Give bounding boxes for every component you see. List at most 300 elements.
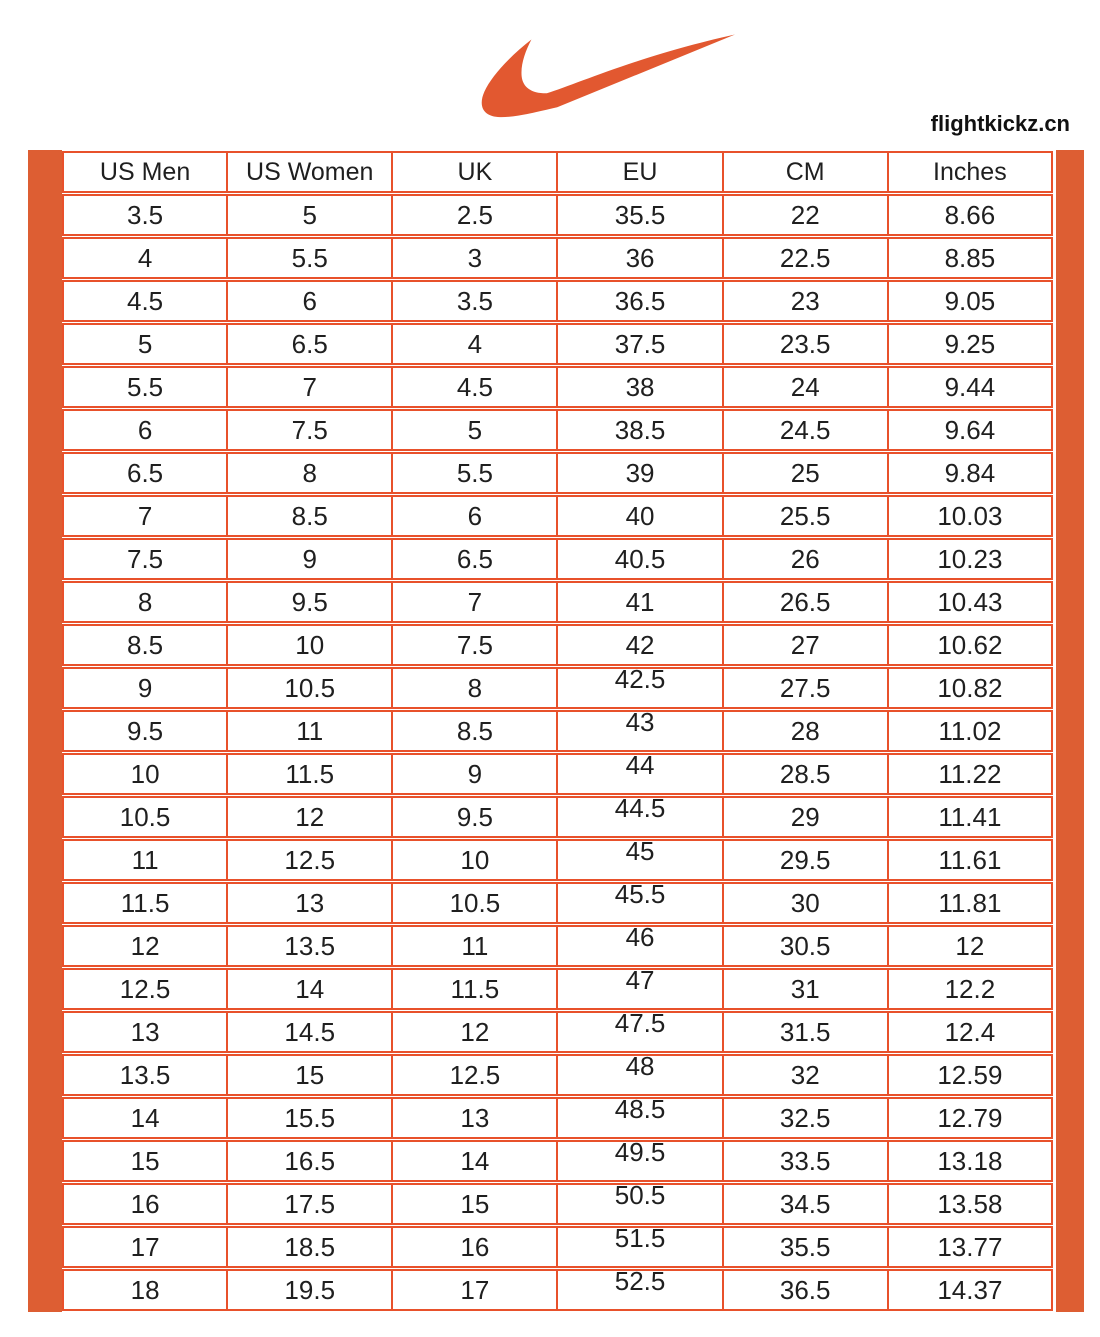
cell-value: 38 bbox=[625, 372, 655, 402]
table-cell bbox=[557, 538, 722, 580]
cell-value: 3 bbox=[467, 243, 483, 273]
table-cell bbox=[392, 968, 557, 1010]
table-cell bbox=[723, 538, 888, 580]
table-cell bbox=[888, 452, 1053, 494]
table-cell bbox=[723, 753, 888, 795]
cell-value: 48.5 bbox=[614, 1094, 666, 1124]
table-cell bbox=[888, 839, 1053, 881]
table-cell bbox=[227, 753, 392, 795]
cell-value: 9.44 bbox=[944, 372, 996, 402]
cell-value: 18 bbox=[130, 1275, 160, 1305]
table-cell bbox=[392, 710, 557, 752]
table-cell bbox=[723, 1140, 888, 1182]
cell-value: 47 bbox=[625, 965, 655, 995]
table-cell bbox=[888, 581, 1053, 623]
cell-value: 9.84 bbox=[944, 458, 996, 488]
table-cell bbox=[888, 710, 1053, 752]
cell-value: 13.77 bbox=[937, 1232, 1003, 1262]
table-cell bbox=[392, 753, 557, 795]
cell-value: 5.5 bbox=[127, 372, 164, 402]
cell-value: 3.5 bbox=[456, 286, 493, 316]
cell-value: 4 bbox=[137, 243, 153, 273]
cell-value: 10 bbox=[460, 845, 490, 875]
nike-swoosh-path bbox=[482, 35, 735, 118]
cell-value: 28 bbox=[790, 716, 820, 746]
table-cell bbox=[888, 495, 1053, 537]
cell-value: 44 bbox=[625, 750, 655, 780]
table-cell bbox=[227, 1011, 392, 1053]
cell-value: 31.5 bbox=[779, 1017, 831, 1047]
cell-value: 17 bbox=[460, 1275, 490, 1305]
table-cell bbox=[557, 664, 722, 709]
table-cell bbox=[723, 710, 888, 752]
table-cell bbox=[227, 538, 392, 580]
table-row bbox=[62, 581, 1053, 623]
table-cell bbox=[723, 1269, 888, 1311]
cell-value: 39 bbox=[625, 458, 655, 488]
table-cell bbox=[62, 280, 227, 322]
table-cell bbox=[227, 237, 392, 279]
table-cell bbox=[392, 409, 557, 451]
table-head bbox=[62, 151, 1053, 193]
cell-value: 8 bbox=[137, 587, 153, 617]
table-cell bbox=[557, 750, 722, 795]
table-cell bbox=[392, 495, 557, 537]
cell-value: 12.5 bbox=[449, 1060, 501, 1090]
table-cell bbox=[392, 581, 557, 623]
table-cell bbox=[62, 237, 227, 279]
table-cell bbox=[227, 323, 392, 365]
table-row bbox=[62, 968, 1053, 1010]
table-cell bbox=[62, 323, 227, 365]
cell-value: 48 bbox=[625, 1051, 655, 1081]
cell-value: 26 bbox=[790, 544, 820, 574]
table-cell bbox=[62, 1183, 227, 1225]
cell-value: 11.5 bbox=[120, 888, 170, 918]
column-header bbox=[888, 151, 1053, 193]
cell-value: 40 bbox=[625, 501, 655, 531]
cell-value: 10.82 bbox=[937, 673, 1003, 703]
cell-value: 24.5 bbox=[779, 415, 831, 445]
cell-value: 41 bbox=[625, 587, 655, 617]
table-cell bbox=[723, 796, 888, 838]
cell-value: 14 bbox=[295, 974, 325, 1004]
cell-value: 37.5 bbox=[614, 329, 666, 359]
table-cell bbox=[888, 366, 1053, 408]
table-cell bbox=[888, 796, 1053, 838]
cell-value: 15.5 bbox=[284, 1103, 336, 1133]
table-cell bbox=[62, 667, 227, 709]
table-cell bbox=[723, 1011, 888, 1053]
table-cell bbox=[557, 624, 722, 666]
cell-value: 15 bbox=[130, 1146, 160, 1176]
table-cell bbox=[62, 452, 227, 494]
table-cell bbox=[723, 667, 888, 709]
cell-value: 47.5 bbox=[614, 1008, 666, 1038]
cell-value: 5 bbox=[302, 200, 317, 230]
table-cell bbox=[227, 1097, 392, 1139]
table-row bbox=[62, 624, 1053, 666]
table-cell bbox=[392, 366, 557, 408]
table-cell bbox=[62, 1140, 227, 1182]
cell-value: 7 bbox=[467, 587, 483, 617]
table-cell bbox=[557, 495, 722, 537]
table-cell bbox=[392, 1183, 557, 1225]
table-cell bbox=[392, 1011, 557, 1053]
cell-value: 9.25 bbox=[944, 329, 996, 359]
table-row bbox=[62, 710, 1053, 752]
table-row bbox=[62, 452, 1053, 494]
cell-value: 13 bbox=[295, 888, 325, 918]
cell-value: 5 bbox=[137, 329, 153, 359]
table-cell bbox=[227, 194, 392, 236]
table-cell bbox=[723, 581, 888, 623]
table-cell bbox=[557, 922, 722, 967]
table-cell bbox=[888, 1140, 1053, 1182]
cell-value: 16 bbox=[130, 1189, 160, 1219]
table-cell bbox=[227, 1140, 392, 1182]
table-cell bbox=[62, 624, 227, 666]
cell-value: 45 bbox=[625, 836, 655, 866]
table-cell bbox=[723, 1097, 888, 1139]
column-header-label: EU bbox=[622, 157, 658, 186]
cell-value: 10 bbox=[295, 630, 325, 660]
table-cell bbox=[723, 925, 888, 967]
table-cell bbox=[227, 366, 392, 408]
table-cell bbox=[723, 280, 888, 322]
table-cell bbox=[392, 1226, 557, 1268]
cell-value: 8.66 bbox=[944, 200, 996, 230]
table-row bbox=[62, 1269, 1053, 1311]
table-cell bbox=[62, 925, 227, 967]
table-row bbox=[62, 237, 1053, 279]
table-cell bbox=[227, 1054, 392, 1096]
cell-value: 12.2 bbox=[944, 974, 996, 1004]
table-cell bbox=[227, 839, 392, 881]
table-row bbox=[62, 409, 1053, 451]
cell-value: 9 bbox=[137, 673, 153, 703]
table-cell bbox=[888, 1183, 1053, 1225]
table-cell bbox=[557, 323, 722, 365]
column-header-label: US Men bbox=[99, 157, 191, 186]
column-header bbox=[392, 151, 557, 193]
table-row bbox=[62, 495, 1053, 537]
table-cell bbox=[62, 839, 227, 881]
table-cell bbox=[557, 1266, 722, 1311]
cell-value: 9 bbox=[467, 759, 483, 789]
cell-value: 27.5 bbox=[779, 673, 831, 703]
cell-value: 6.5 bbox=[291, 329, 328, 359]
cell-value: 38.5 bbox=[614, 415, 666, 445]
table-cell bbox=[557, 1180, 722, 1225]
cell-value: 13 bbox=[130, 1017, 160, 1047]
nike-swoosh-logo bbox=[455, 30, 735, 123]
table-cell bbox=[62, 194, 227, 236]
table-cell bbox=[723, 194, 888, 236]
cell-value: 7 bbox=[137, 501, 153, 531]
table-cell bbox=[227, 710, 392, 752]
table-cell bbox=[62, 495, 227, 537]
table-cell bbox=[888, 624, 1053, 666]
cell-value: 29 bbox=[790, 802, 820, 832]
table-cell bbox=[392, 237, 557, 279]
table-cell bbox=[557, 836, 722, 881]
cell-value: 10.62 bbox=[937, 630, 1003, 660]
table-cell bbox=[723, 968, 888, 1010]
cell-value: 24 bbox=[790, 372, 820, 402]
cell-value: 9.64 bbox=[944, 415, 996, 445]
table-cell bbox=[557, 409, 722, 451]
table-cell bbox=[62, 538, 227, 580]
table-cell bbox=[557, 366, 722, 408]
cell-value: 9.5 bbox=[127, 716, 164, 746]
table-cell bbox=[888, 667, 1053, 709]
cell-value: 8 bbox=[467, 673, 483, 703]
cell-value: 51.5 bbox=[614, 1223, 666, 1253]
cell-value: 30.5 bbox=[779, 931, 831, 961]
cell-value: 15 bbox=[295, 1060, 325, 1090]
cell-value: 14.37 bbox=[937, 1275, 1003, 1305]
table-cell bbox=[62, 366, 227, 408]
table-cell bbox=[392, 538, 557, 580]
table-cell bbox=[723, 495, 888, 537]
column-header bbox=[723, 151, 888, 193]
cell-value: 31 bbox=[790, 974, 820, 1004]
cell-value: 7 bbox=[302, 372, 317, 402]
cell-value: 14 bbox=[460, 1146, 490, 1176]
cell-value: 12.5 bbox=[284, 845, 336, 875]
cell-value: 11.81 bbox=[938, 888, 1002, 918]
table-row bbox=[62, 1226, 1053, 1268]
table-row bbox=[62, 796, 1053, 838]
table-cell bbox=[723, 409, 888, 451]
table-cell bbox=[723, 1183, 888, 1225]
cell-value: 13.5 bbox=[119, 1060, 171, 1090]
cell-value: 6.5 bbox=[456, 544, 493, 574]
table-cell bbox=[227, 667, 392, 709]
table-row bbox=[62, 839, 1053, 881]
table-cell bbox=[392, 1054, 557, 1096]
brand-site-text: flightkickz.cn bbox=[930, 111, 1070, 136]
cell-value: 22.5 bbox=[779, 243, 831, 273]
cell-value: 12 bbox=[955, 931, 985, 961]
table-cell bbox=[557, 793, 722, 838]
cell-value: 25.5 bbox=[779, 501, 831, 531]
cell-value: 6 bbox=[302, 286, 317, 316]
table-cell bbox=[227, 624, 392, 666]
column-header bbox=[227, 151, 392, 193]
cell-value: 7.5 bbox=[291, 415, 328, 445]
cell-value: 36 bbox=[625, 243, 655, 273]
cell-value: 11.41 bbox=[938, 802, 1002, 832]
cell-value: 34.5 bbox=[779, 1189, 831, 1219]
table-row bbox=[62, 1054, 1053, 1096]
table-cell bbox=[723, 323, 888, 365]
table-cell bbox=[62, 796, 227, 838]
cell-value: 12.59 bbox=[937, 1060, 1003, 1090]
table-cell bbox=[62, 1011, 227, 1053]
cell-value: 8.5 bbox=[127, 630, 164, 660]
column-header-label: CM bbox=[785, 157, 825, 186]
table-row bbox=[62, 753, 1053, 795]
cell-value: 8.5 bbox=[291, 501, 328, 531]
table-cell bbox=[392, 1140, 557, 1182]
table-cell bbox=[888, 753, 1053, 795]
cell-value: 5.5 bbox=[291, 243, 328, 273]
cell-value: 23.5 bbox=[779, 329, 831, 359]
cell-value: 25 bbox=[790, 458, 820, 488]
table-cell bbox=[888, 968, 1053, 1010]
cell-value: 9 bbox=[302, 544, 317, 574]
cell-value: 12.4 bbox=[944, 1017, 996, 1047]
table-cell bbox=[888, 409, 1053, 451]
cell-value: 9.5 bbox=[291, 587, 328, 617]
table-cell bbox=[557, 707, 722, 752]
cell-value: 44.5 bbox=[614, 793, 666, 823]
table-row bbox=[62, 925, 1053, 967]
table-row bbox=[62, 194, 1053, 236]
cell-value: 8 bbox=[302, 458, 317, 488]
cell-value: 11 bbox=[461, 931, 489, 961]
table-cell bbox=[62, 753, 227, 795]
cell-value: 50.5 bbox=[614, 1180, 666, 1210]
cell-value: 26.5 bbox=[779, 587, 831, 617]
cell-value: 10 bbox=[130, 759, 160, 789]
cell-value: 3.5 bbox=[127, 200, 164, 230]
column-header-label: UK bbox=[457, 157, 493, 186]
column-header-label: Inches bbox=[933, 157, 1007, 186]
size-conversion-table bbox=[62, 150, 1053, 1312]
table-cell bbox=[227, 452, 392, 494]
table-row bbox=[62, 667, 1053, 709]
table-cell bbox=[392, 925, 557, 967]
table-cell bbox=[557, 879, 722, 924]
table-row bbox=[62, 1140, 1053, 1182]
table-cell bbox=[227, 581, 392, 623]
cell-value: 11.22 bbox=[938, 759, 1002, 789]
cell-value: 5.5 bbox=[456, 458, 493, 488]
cell-value: 15 bbox=[460, 1189, 490, 1219]
cell-value: 36.5 bbox=[779, 1275, 831, 1305]
table-cell bbox=[557, 1223, 722, 1268]
table-cell bbox=[723, 839, 888, 881]
cell-value: 49.5 bbox=[614, 1137, 666, 1167]
cell-value: 11.5 bbox=[450, 974, 500, 1004]
cell-value: 30 bbox=[790, 888, 820, 918]
table-cell bbox=[557, 581, 722, 623]
cell-value: 40.5 bbox=[614, 544, 666, 574]
table-cell bbox=[62, 882, 227, 924]
table-cell bbox=[888, 882, 1053, 924]
cell-value: 11.02 bbox=[938, 716, 1002, 746]
cell-value: 52.5 bbox=[614, 1266, 666, 1296]
cell-value: 23 bbox=[790, 286, 820, 316]
cell-value: 42.5 bbox=[614, 664, 666, 694]
table-cell bbox=[557, 194, 722, 236]
table-cell bbox=[723, 452, 888, 494]
table-cell bbox=[392, 280, 557, 322]
table-cell bbox=[888, 1097, 1053, 1139]
table-cell bbox=[62, 1269, 227, 1311]
table-cell bbox=[227, 882, 392, 924]
table-cell bbox=[227, 1269, 392, 1311]
cell-value: 12.79 bbox=[937, 1103, 1003, 1133]
cell-value: 11.61 bbox=[938, 845, 1002, 875]
table-cell bbox=[62, 1054, 227, 1096]
table-cell bbox=[392, 194, 557, 236]
cell-value: 12.5 bbox=[119, 974, 171, 1004]
table-cell bbox=[62, 1097, 227, 1139]
table-cell bbox=[392, 323, 557, 365]
cell-value: 43 bbox=[625, 707, 655, 737]
table-cell bbox=[227, 1226, 392, 1268]
table-cell bbox=[62, 710, 227, 752]
table-cell bbox=[888, 538, 1053, 580]
column-header bbox=[557, 151, 722, 193]
table-row bbox=[62, 1097, 1053, 1139]
table-cell bbox=[888, 1269, 1053, 1311]
cell-value: 6 bbox=[137, 415, 153, 445]
cell-value: 7.5 bbox=[456, 630, 493, 660]
table-cell bbox=[62, 968, 227, 1010]
cell-value: 29.5 bbox=[779, 845, 831, 875]
cell-value: 35.5 bbox=[614, 200, 666, 230]
table-row bbox=[62, 1183, 1053, 1225]
cell-value: 10.5 bbox=[119, 802, 171, 832]
column-header-label: US Women bbox=[246, 157, 374, 186]
table-cell bbox=[723, 1226, 888, 1268]
table-row bbox=[62, 882, 1053, 924]
cell-value: 4 bbox=[467, 329, 483, 359]
cell-value: 6 bbox=[467, 501, 483, 531]
cell-value: 22 bbox=[790, 200, 820, 230]
cell-value: 10.03 bbox=[937, 501, 1003, 531]
table-row bbox=[62, 323, 1053, 365]
table-cell bbox=[888, 280, 1053, 322]
cell-value: 11 bbox=[131, 845, 159, 875]
table-cell bbox=[392, 667, 557, 709]
cell-value: 11 bbox=[296, 716, 324, 746]
table-body bbox=[62, 194, 1053, 1311]
column-header bbox=[62, 151, 227, 193]
cell-value: 10.5 bbox=[284, 673, 336, 703]
table-cell bbox=[392, 452, 557, 494]
cell-value: 4.5 bbox=[456, 372, 493, 402]
cell-value: 28.5 bbox=[779, 759, 831, 789]
table-cell bbox=[392, 1269, 557, 1311]
table-cell bbox=[723, 237, 888, 279]
header-row bbox=[62, 151, 1053, 193]
table-cell bbox=[557, 280, 722, 322]
cell-value: 7.5 bbox=[127, 544, 164, 574]
table-row bbox=[62, 538, 1053, 580]
cell-value: 10.23 bbox=[937, 544, 1003, 574]
cell-value: 12 bbox=[130, 931, 160, 961]
cell-value: 36.5 bbox=[614, 286, 666, 316]
left-accent-bar bbox=[28, 150, 62, 1312]
cell-value: 16 bbox=[460, 1232, 490, 1262]
table-row bbox=[62, 366, 1053, 408]
table-cell bbox=[888, 1054, 1053, 1096]
cell-value: 5 bbox=[467, 415, 483, 445]
table-cell bbox=[557, 965, 722, 1010]
cell-value: 12 bbox=[460, 1017, 490, 1047]
table-cell bbox=[392, 1097, 557, 1139]
cell-value: 32.5 bbox=[779, 1103, 831, 1133]
table-cell bbox=[227, 280, 392, 322]
table-cell bbox=[888, 925, 1053, 967]
cell-value: 8.5 bbox=[456, 716, 493, 746]
